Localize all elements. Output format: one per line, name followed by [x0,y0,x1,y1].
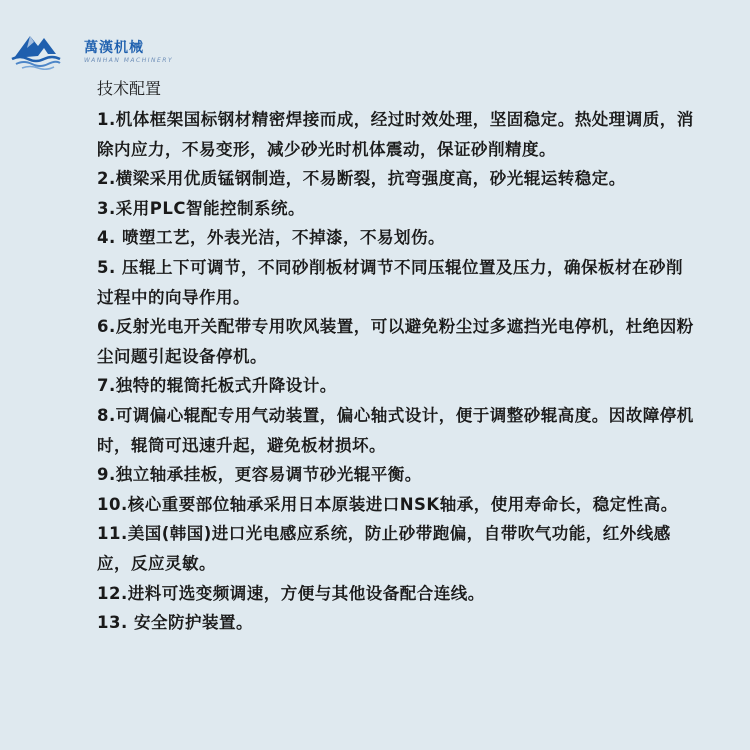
spec-item: 11.美国(韩国)进口光电感应系统，防止砂带跑偏，自带吹气功能，红外线感应，反应灵敏。 [97,524,671,573]
brand-tagline: WANHAN MACHINERY [84,57,174,64]
spec-list [97,78,697,638]
spec-item: 8.可调偏心辊配专用气动装置，偏心轴式设计，便于调整砂辊高度。因故障停机时，辊筒可迅速升起，避免板材损坏。 [97,405,694,455]
mountain-wave-logo-icon [8,28,80,70]
brand-logo [8,28,173,70]
brand-name: 萬漢机械 [84,40,144,56]
spec-item: 3.采用PLC智能控制系统。 [97,198,305,218]
spec-item: 5. 压辊上下可调节，不同砂削板材调节不同压辊位置及压力，确保板材在砂削过程中的向导作用。 [97,257,683,307]
spec-item: 4. 喷塑工艺，外表光洁，不掉漆，不易划伤。 [97,228,445,248]
spec-item: 2.横梁采用优质锰钢制造，不易断裂，抗弯强度高，砂光辊运转稳定。 [97,169,626,189]
spec-item: 1.机体框架国标钢材精密焊接而成，经过时效处理，坚固稳定。热处理调质，消除内应力，不易变形，减少砂光时机体震动，保证砂削精度。 [97,110,694,159]
spec-item: 7.独特的辊筒托板式升降设计。 [97,376,337,396]
spec-item: 10.核心重要部位轴承采用日本原装进口NSK轴承，使用寿命长，稳定性高。 [97,494,678,514]
spec-item: 13. 安全防护装置。 [97,613,253,633]
spec-item: 12.进料可选变频调速，方便与其他设备配合连线。 [97,583,485,603]
spec-item: 9.独立轴承挂板，更容易调节砂光辊平衡。 [97,465,422,485]
section-heading: 技术配置 [97,79,162,98]
spec-item: 6.反射光电开关配带专用吹风装置，可以避免粉尘过多遮挡光电停机，杜绝因粉尘问题引起设备停机。 [97,317,694,366]
